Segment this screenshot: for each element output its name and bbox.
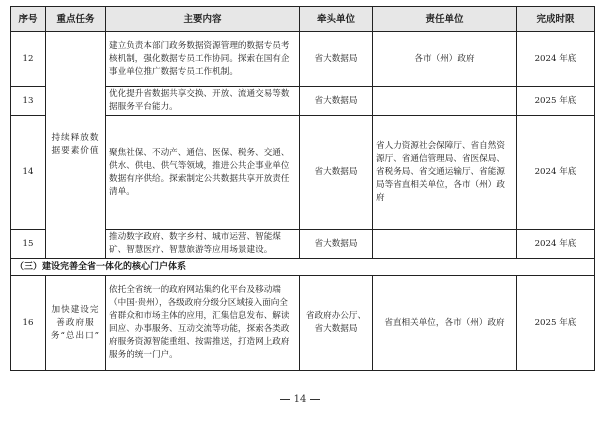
row-index: 14 [11,116,46,230]
task-cell: 加快建设完善政府服务“总出口” [46,276,106,371]
row-index: 15 [11,230,46,259]
row-deadline: 2024 年底 [517,116,595,230]
table-row [11,276,595,371]
page-number-value: 14 [293,394,307,405]
row-responsible-unit: 各市（州）政府 [373,32,517,87]
page-number-dash [280,399,290,400]
row-lead-unit: 省大数据局 [300,87,373,116]
header-index: 序号 [11,7,46,32]
row-content: 聚焦社保、不动产、通信、医保、税务、交通、供水、供电、供气等领域，推进公共企事业单位数据有序供给。探索制定公共数据共享开放责任清单。 [106,116,300,230]
section-heading: （三）建设完善全省一体化的核心门户体系 [11,259,595,276]
row-content: 推动数字政府、数字乡村、城市运营、智能煤矿、智慧医疗、智慧旅游等应用场景建设。 [106,230,300,259]
row-lead-unit: 省大数据局 [300,32,373,87]
row-responsible-unit [373,230,517,259]
header-task: 重点任务 [46,7,106,32]
row-content: 优化提升省数据共享交换、开放、流通交易等数据服务平台能力。 [106,87,300,116]
row-responsible-unit: 省直相关单位，各市（州）政府 [373,276,517,371]
row-content: 依托全省统一的政府网站集约化平台及移动端（中国·贵州），各级政府分级分区域接入面向全省群众和市场主体的应用，汇集信息发布、解读回应、办事服务、互动交流等功能，探索各类政府服务资源智能重组、按需推送，打造网上政府服务的统一门户。 [106,276,300,371]
row-lead-unit: 省大数据局 [300,230,373,259]
row-responsible-unit: 省人力资源社会保障厅、省自然资源厅、省通信管理局、省医保局、省税务局、省交通运输厅、省能源局等省直相关单位，各市（州）政府 [373,116,517,230]
page-number [0,394,600,405]
row-index: 12 [11,32,46,87]
row-responsible-unit [373,87,517,116]
header-responsible-unit: 责任单位 [373,7,517,32]
table-row [11,32,595,87]
row-deadline: 2025 年底 [517,87,595,116]
header-lead-unit: 牵头单位 [300,7,373,32]
section-row [11,259,595,276]
row-deadline: 2025 年底 [517,276,595,371]
row-deadline: 2024 年底 [517,230,595,259]
page-number-dash [310,399,320,400]
row-index: 13 [11,87,46,116]
row-lead-unit: 省政府办公厅、省大数据局 [300,276,373,371]
row-deadline: 2024 年底 [517,32,595,87]
row-lead-unit: 省大数据局 [300,116,373,230]
row-index: 16 [11,276,46,371]
task-table [10,6,595,371]
header-deadline: 完成时限 [517,7,595,32]
table-header-row [11,7,595,32]
row-content: 建立负责本部门政务数据资源管理的数据专员考核机制，强化数据专员工作协同。探索在国有企事业单位推广数据专员工作机制。 [106,32,300,87]
header-content: 主要内容 [106,7,300,32]
task-cell: 持续释放数据要素价值 [46,32,106,259]
